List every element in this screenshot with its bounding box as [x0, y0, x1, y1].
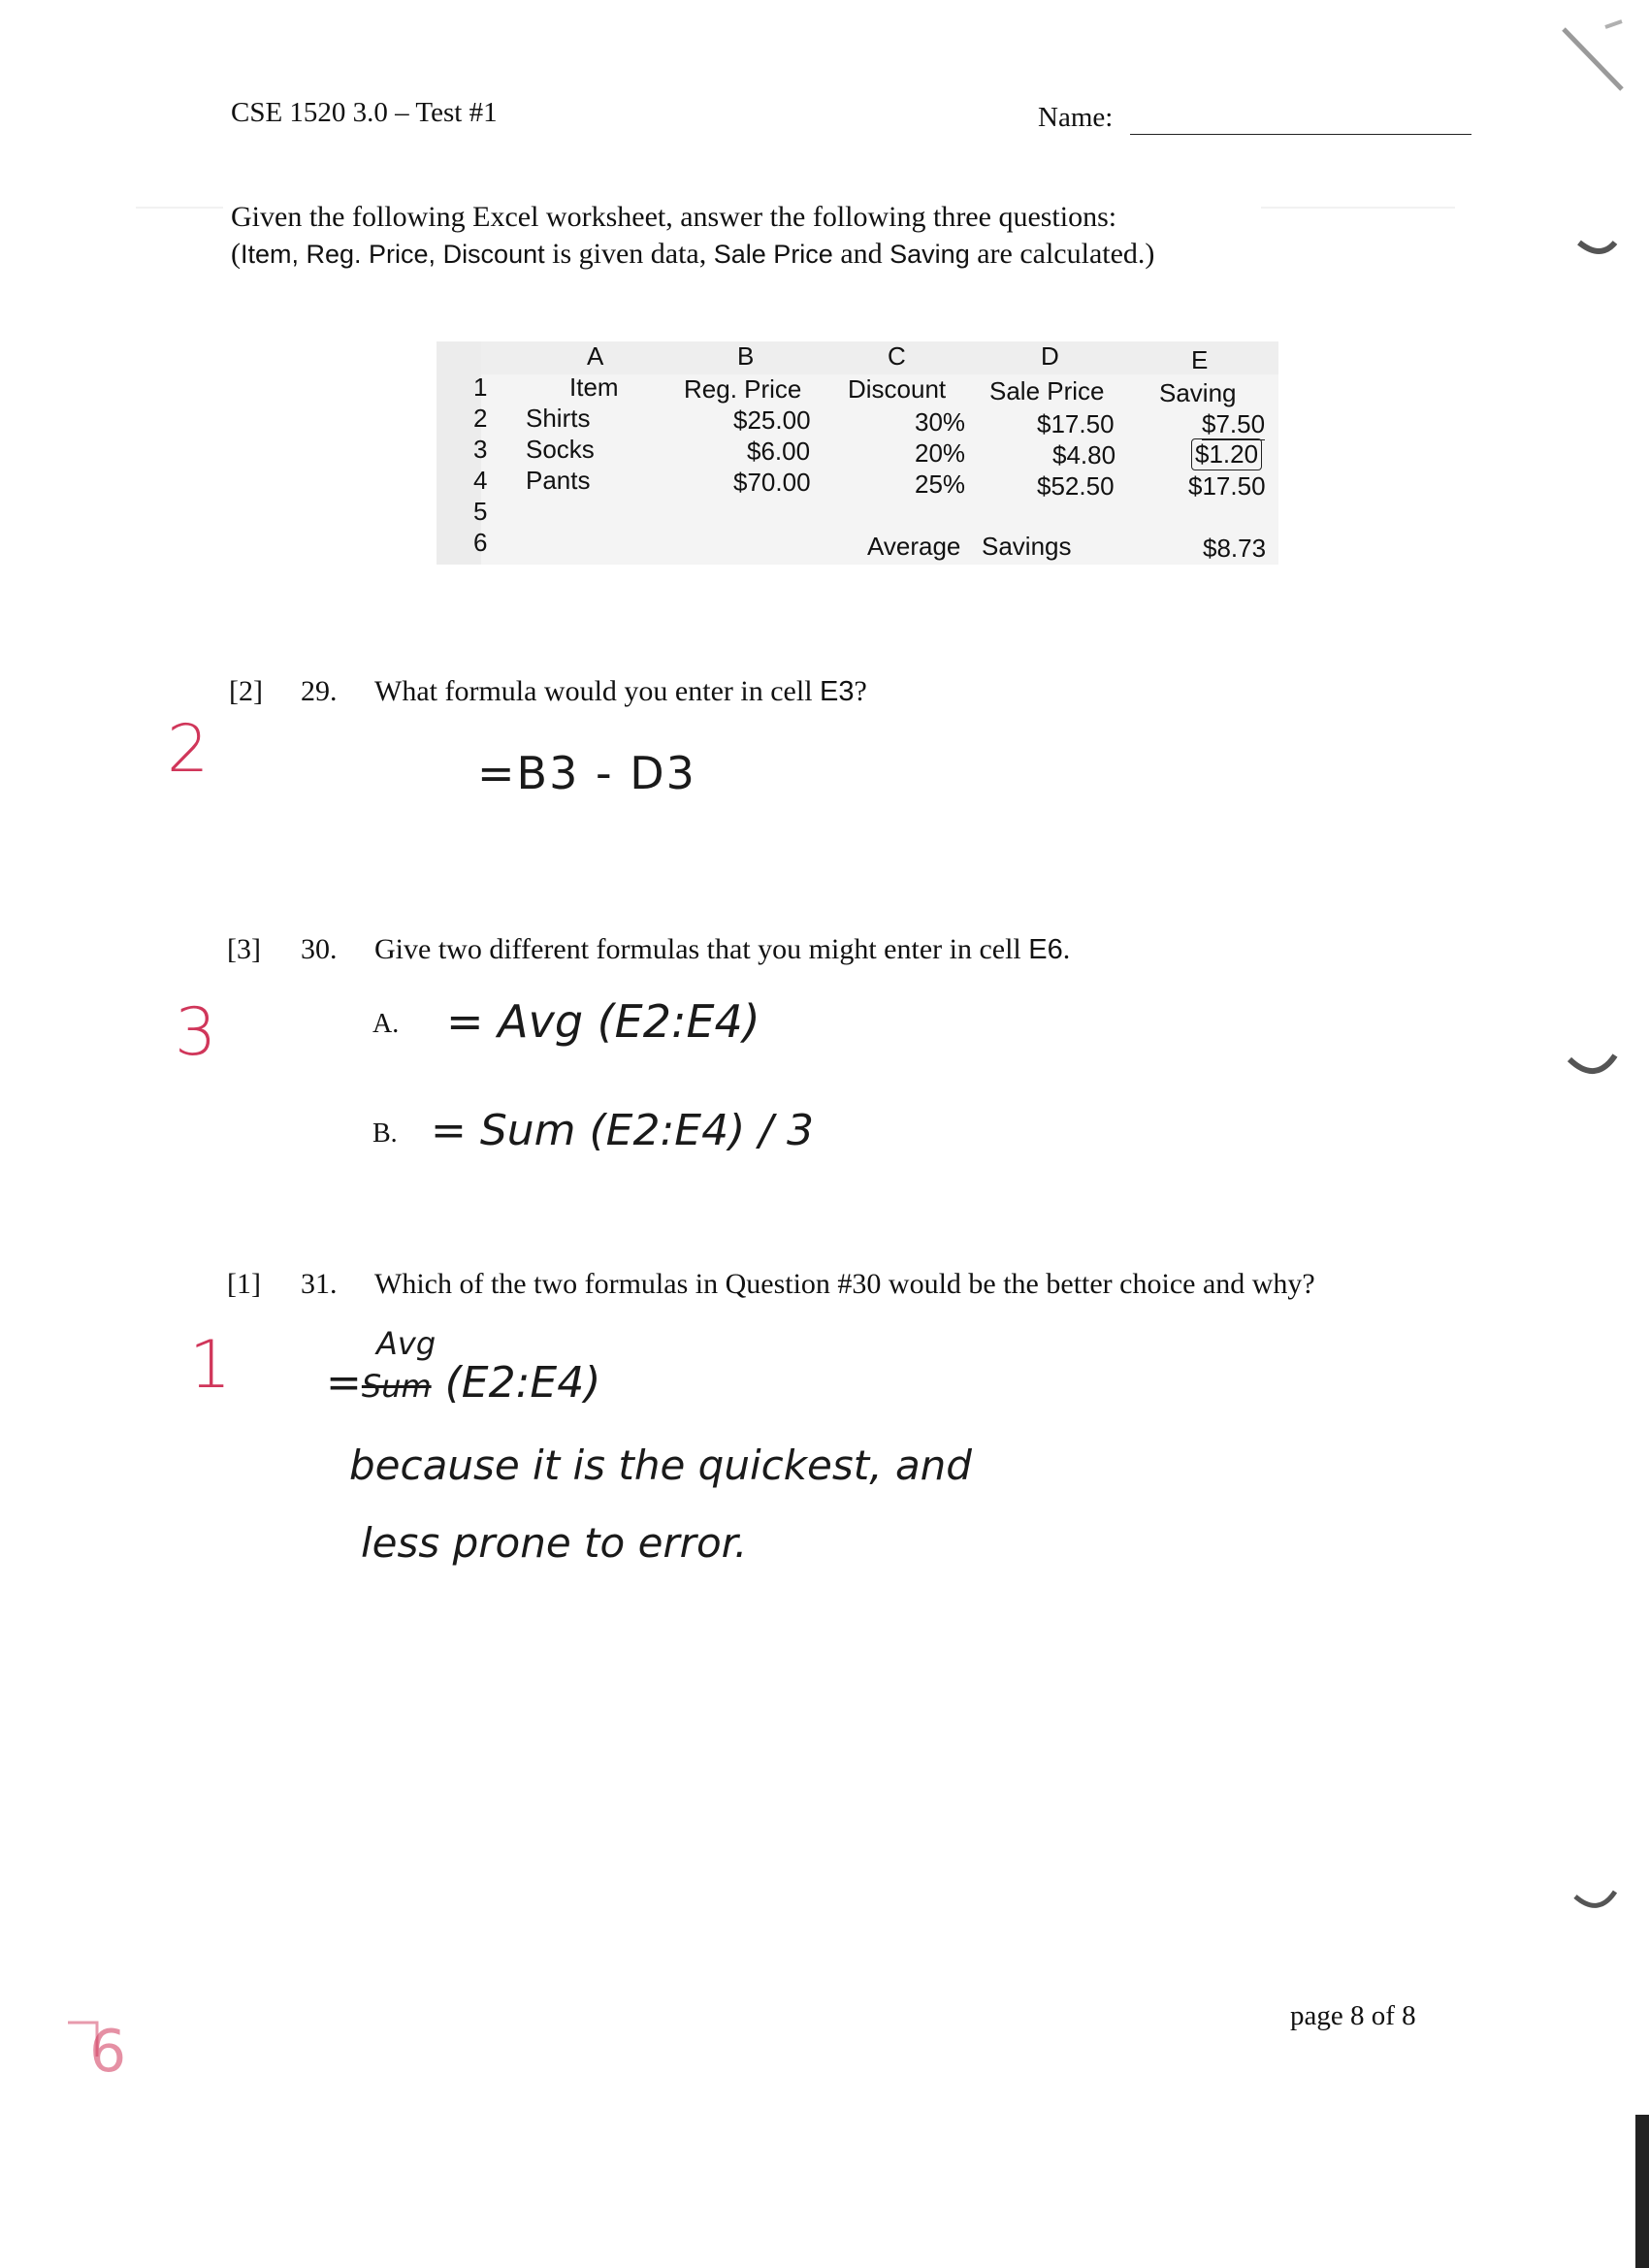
grade-q30: 3	[175, 994, 217, 1071]
question-31-text: Which of the two formulas in Question #30 would be the better choice and why?	[374, 1268, 1315, 1300]
name-label: Name:	[1038, 102, 1114, 133]
answer-q31-line2: because it is the quickest, and	[349, 1442, 972, 1489]
cell-e6: $8.73	[1203, 534, 1267, 563]
header-sale-price: Sale Price	[989, 376, 1105, 405]
calc-field-2: Saving	[889, 240, 970, 269]
cell-ref-e6: E6	[1028, 934, 1063, 965]
row-number: 6	[473, 528, 488, 557]
answer-q30-a: = Avg (E2:E4)	[446, 995, 760, 1048]
question-29-text: What formula would you enter in cell E3?	[374, 675, 867, 707]
question-31-number: 31.	[301, 1268, 338, 1300]
cell-a4: Pants	[526, 466, 591, 495]
cell-a3: Socks	[526, 435, 595, 464]
cell-b4: $70.00	[733, 468, 811, 497]
cell-e2: $7.50	[1202, 409, 1266, 438]
total-mark-bracket	[68, 2023, 97, 2057]
calc-field-1: Sale Price	[713, 240, 833, 269]
savings-label: Savings	[982, 532, 1072, 561]
col-letter-d: D	[1041, 341, 1059, 371]
answer-q30-b: = Sum (E2:E4) / 3	[431, 1106, 815, 1155]
binder-hole-shadow	[1575, 1892, 1615, 1905]
header-saving: Saving	[1159, 378, 1237, 407]
answer-q31-line1: =Sum (E2:E4)	[326, 1358, 601, 1408]
binder-hole-shadow	[1579, 243, 1615, 251]
row-number: 2	[473, 404, 488, 433]
label-a: A.	[372, 1009, 400, 1039]
col-letter-c: C	[888, 341, 906, 371]
cell-d2: $17.50	[1037, 409, 1115, 438]
points-q30: [3]	[227, 933, 261, 965]
answer-q31-line3: less prone to error.	[361, 1519, 748, 1567]
cell-e3-circled: $1.20	[1191, 438, 1262, 470]
cell-e4: $17.50	[1188, 471, 1266, 501]
test-title: CSE 1520 3.0 – Test #1	[231, 97, 498, 128]
col-letter-b: B	[737, 341, 755, 371]
binder-hole-shadow	[1569, 1055, 1615, 1071]
cell-c3: 20%	[915, 438, 966, 468]
col-letter-a: A	[587, 341, 604, 371]
struck-sum: Sum	[361, 1368, 432, 1405]
label-b: B.	[372, 1118, 398, 1149]
page-number: page 8 of 8	[1290, 2000, 1416, 2031]
row-number: 3	[473, 435, 488, 464]
average-label: Average	[867, 532, 961, 561]
row-number: 5	[473, 497, 488, 526]
intro-line-1: Given the following Excel worksheet, answer the following three questions:	[231, 201, 1117, 233]
header-reg-price: Reg. Price	[684, 374, 802, 404]
cell-c2: 30%	[915, 407, 966, 437]
total-mark: 6	[89, 2018, 127, 2086]
question-29-number: 29.	[301, 675, 338, 707]
cell-d4: $52.50	[1037, 471, 1115, 501]
answer-q29: =B3 - D3	[477, 747, 696, 799]
row-number: 4	[473, 466, 488, 495]
cell-d3: $4.80	[1052, 440, 1116, 470]
cell-b2: $25.00	[733, 405, 811, 435]
staple-mark	[1564, 29, 1622, 89]
given-fields: Item, Reg. Price, Discount	[241, 240, 545, 269]
intro-line-2: (Item, Reg. Price, Discount is given data, Sale Price and Saving are calculated.)	[231, 238, 1155, 270]
grade-q29: 2	[167, 711, 210, 788]
points-q29: [2]	[229, 675, 263, 707]
cell-ref-e3: E3	[820, 676, 855, 707]
cell-c4: 25%	[915, 470, 966, 499]
question-30-text: Give two different formulas that you might enter in cell E6.	[374, 933, 1071, 965]
cell-a2: Shirts	[526, 404, 591, 433]
question-30-number: 30.	[301, 933, 338, 965]
col-letter-e: E	[1191, 345, 1209, 374]
header-discount: Discount	[848, 374, 947, 404]
points-q31: [1]	[227, 1268, 261, 1300]
scan-edge	[1635, 2115, 1649, 2268]
header-item: Item	[569, 373, 619, 402]
answer-q31-insert: Avg	[376, 1325, 436, 1362]
grade-q31: 1	[189, 1327, 232, 1404]
cell-b3: $6.00	[747, 437, 811, 466]
row-number: 1	[473, 373, 488, 402]
